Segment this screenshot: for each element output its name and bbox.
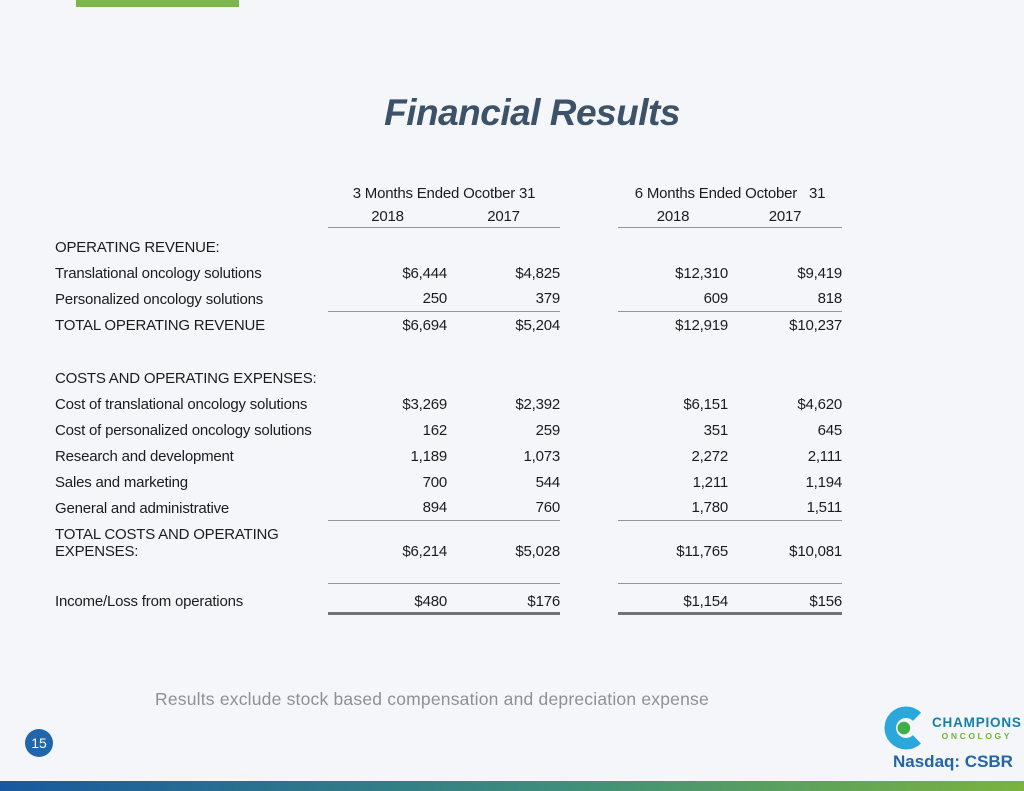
value-cell: 2,272 xyxy=(691,447,728,465)
table-group-header-row xyxy=(55,180,842,206)
slide-title: Financial Results xyxy=(384,92,680,133)
value-cell: $5,028 xyxy=(515,543,560,560)
value-cell: 760 xyxy=(535,499,560,516)
year-header: 2018 xyxy=(371,208,404,225)
value-cell: $5,204 xyxy=(515,316,560,334)
champions-logo xyxy=(882,706,1022,750)
value-cell: 1,073 xyxy=(523,447,560,465)
logo-wordmark: CHAMPIONS xyxy=(932,715,1022,730)
nasdaq-ticker: Nasdaq: CSBR xyxy=(893,752,1013,771)
page-number-badge xyxy=(25,729,53,757)
value-cell: 351 xyxy=(703,421,728,439)
value-cell: $2,392 xyxy=(515,395,560,413)
value-cell: 1,194 xyxy=(805,473,842,491)
page-number: 15 xyxy=(31,735,47,751)
value-cell: $9,419 xyxy=(797,264,842,282)
group-header-6-months: 6 Months Ended October 31 xyxy=(634,184,826,202)
bottom-gradient-bar xyxy=(0,781,1024,791)
year-header: 2017 xyxy=(487,208,520,225)
value-cell: 700 xyxy=(422,473,447,491)
row-label: Translational oncology solutions xyxy=(55,264,262,282)
row-label: Sales and marketing xyxy=(55,473,188,491)
table-row xyxy=(55,365,842,391)
value-cell: 1,780 xyxy=(691,499,728,516)
value-cell: 645 xyxy=(817,421,842,439)
table-row xyxy=(55,286,842,312)
row-label: TOTAL OPERATING REVENUE xyxy=(55,316,265,334)
table-row xyxy=(55,312,842,338)
value-cell: $480 xyxy=(414,593,447,610)
value-cell: $12,310 xyxy=(675,264,728,282)
table-year-header-row xyxy=(55,206,842,228)
value-cell: $11,765 xyxy=(676,543,728,560)
value-cell: $6,444 xyxy=(402,264,447,282)
row-label: Personalized oncology solutions xyxy=(55,290,264,308)
table-row xyxy=(55,391,842,417)
table-row xyxy=(55,260,842,286)
value-cell: 1,211 xyxy=(692,473,728,491)
value-cell: 250 xyxy=(422,290,447,307)
table-row xyxy=(55,443,842,469)
logo-dot-icon xyxy=(898,722,911,735)
row-label: Cost of translational oncology solutions xyxy=(55,395,308,413)
table-row xyxy=(55,469,842,495)
table-row xyxy=(55,521,842,563)
year-header: 2018 xyxy=(656,208,690,225)
year-header: 2017 xyxy=(768,208,802,225)
value-cell: 162 xyxy=(422,421,447,439)
champions-c-icon xyxy=(882,706,930,750)
value-cell: 609 xyxy=(703,290,728,307)
table-row xyxy=(55,495,842,521)
value-cell: $4,825 xyxy=(515,264,560,282)
value-cell: 818 xyxy=(817,290,842,307)
value-cell: 379 xyxy=(535,290,560,307)
value-cell: $4,620 xyxy=(797,395,842,413)
table-row xyxy=(55,583,842,615)
value-cell: $6,694 xyxy=(402,316,447,334)
value-cell: $10,081 xyxy=(789,543,842,560)
table-row xyxy=(55,417,842,443)
table-spacer-row xyxy=(55,338,842,365)
value-cell: 544 xyxy=(535,473,560,491)
top-accent-bar xyxy=(76,0,239,7)
value-cell: $10,237 xyxy=(789,316,842,334)
value-cell: $6,151 xyxy=(683,395,728,413)
group-header-3-months: 3 Months Ended Ocotber 31 xyxy=(352,184,536,202)
financial-table xyxy=(55,180,842,615)
value-cell: $176 xyxy=(527,593,560,610)
value-cell: $6,214 xyxy=(402,543,447,560)
row-label: Cost of personalized oncology solutions xyxy=(55,421,312,439)
footnote: Results exclude stock based compensation and depreciation expense xyxy=(155,689,709,709)
value-cell: 1,189 xyxy=(410,447,447,465)
row-label: OPERATING REVENUE: xyxy=(55,238,220,256)
row-label: COSTS AND OPERATING EXPENSES: xyxy=(55,369,317,387)
row-label: Income/Loss from operations xyxy=(55,593,244,610)
row-label: General and administrative xyxy=(55,499,230,517)
value-cell: 894 xyxy=(422,499,447,516)
row-label: TOTAL COSTS AND OPERATING EXPENSES: xyxy=(55,526,279,560)
value-cell: $12,919 xyxy=(675,316,728,334)
logo-subtext: ONCOLOGY xyxy=(941,731,1013,741)
value-cell: $1,154 xyxy=(683,593,728,610)
value-cell: 259 xyxy=(535,421,560,439)
value-cell: 2,111 xyxy=(807,447,842,465)
value-cell: 1,511 xyxy=(806,499,842,516)
value-cell: $3,269 xyxy=(402,395,447,413)
row-label: Research and development xyxy=(55,447,234,465)
value-cell: $156 xyxy=(809,593,842,610)
table-row xyxy=(55,234,842,260)
